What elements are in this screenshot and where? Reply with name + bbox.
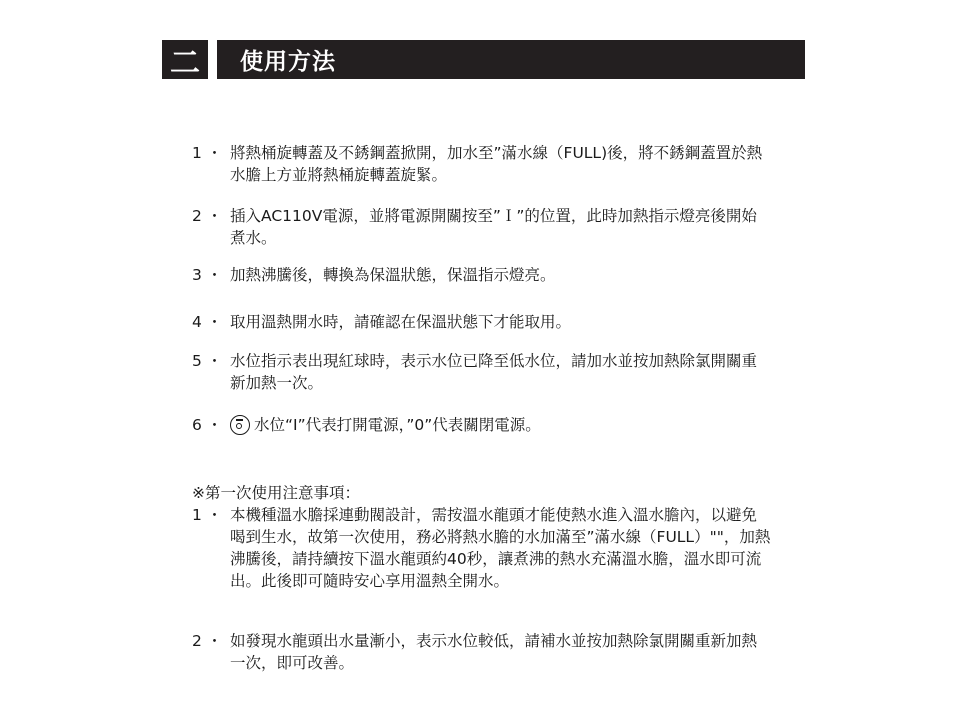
note-2 bbox=[192, 630, 772, 674]
header-divider bbox=[208, 40, 217, 79]
notes-title: ※第一次使用注意事項： bbox=[192, 484, 360, 502]
step-number: 2 ・ bbox=[192, 207, 223, 225]
step-6-content bbox=[230, 414, 541, 436]
step-number: 6 ・ bbox=[192, 416, 223, 434]
step-number: 1 ・ bbox=[192, 144, 223, 162]
step-6 bbox=[192, 414, 541, 436]
step-4 bbox=[192, 311, 571, 333]
first-use-notes bbox=[192, 482, 772, 672]
step-text: 水位指示表出現紅球時，表示水位已降至低水位，請加水並按加熱除氯開關重新加熱一次。 bbox=[230, 352, 758, 392]
step-5 bbox=[192, 350, 772, 394]
note-1 bbox=[192, 504, 772, 592]
note-text: 如發現水龍頭出水量漸小，表示水位較低，請補水並按加熱除氯開關重新加熱一次，即可改善。 bbox=[230, 632, 758, 672]
note-text: 本機種溫水膽採連動閥設計，需按溫水龍頭才能使熱水進入溫水膽內，以避免喝到生水，故第一次使用，務必將熱水膽的水加滿至”滿水線（FULL）""，加熱沸騰後，請持續按下溫水龍頭約40秒，讓煮沸的熱水充滿溫水膽，溫水即可流出。此後即可隨時安心享用溫熱全開水。 bbox=[230, 506, 771, 590]
step-text: 水位“I”代表打開電源，”0”代表關閉電源。 bbox=[254, 416, 541, 434]
step-text: 加熱沸騰後，轉換為保溫狀態，保溫指示燈亮。 bbox=[230, 266, 556, 284]
note-number: 2 ・ bbox=[192, 632, 223, 650]
step-1 bbox=[192, 142, 772, 186]
step-number: 3 ・ bbox=[192, 266, 223, 284]
step-text: 取用溫熱開水時，請確認在保溫狀態下才能取用。 bbox=[230, 313, 572, 331]
step-2 bbox=[192, 205, 772, 249]
step-text: 將熱桶旋轉蓋及不銹鋼蓋掀開，加水至”滿水線（FULL)後，將不銹鋼蓋置於熱水膽上方並將熱桶旋轉蓋旋緊。 bbox=[230, 144, 763, 184]
step-text: 插入AC110V電源，並將電源開關按至”Ｉ”的位置，此時加熱指示燈亮後開始煮水。 bbox=[230, 207, 757, 247]
step-3 bbox=[192, 264, 556, 286]
note-number: 1 ・ bbox=[192, 506, 223, 524]
section-header bbox=[162, 40, 805, 79]
step-number: 5 ・ bbox=[192, 352, 223, 370]
power-switch-icon bbox=[230, 415, 250, 435]
section-title: 使用方法 bbox=[240, 49, 336, 75]
section-number: 二 bbox=[170, 45, 200, 81]
step-number: 4 ・ bbox=[192, 313, 223, 331]
